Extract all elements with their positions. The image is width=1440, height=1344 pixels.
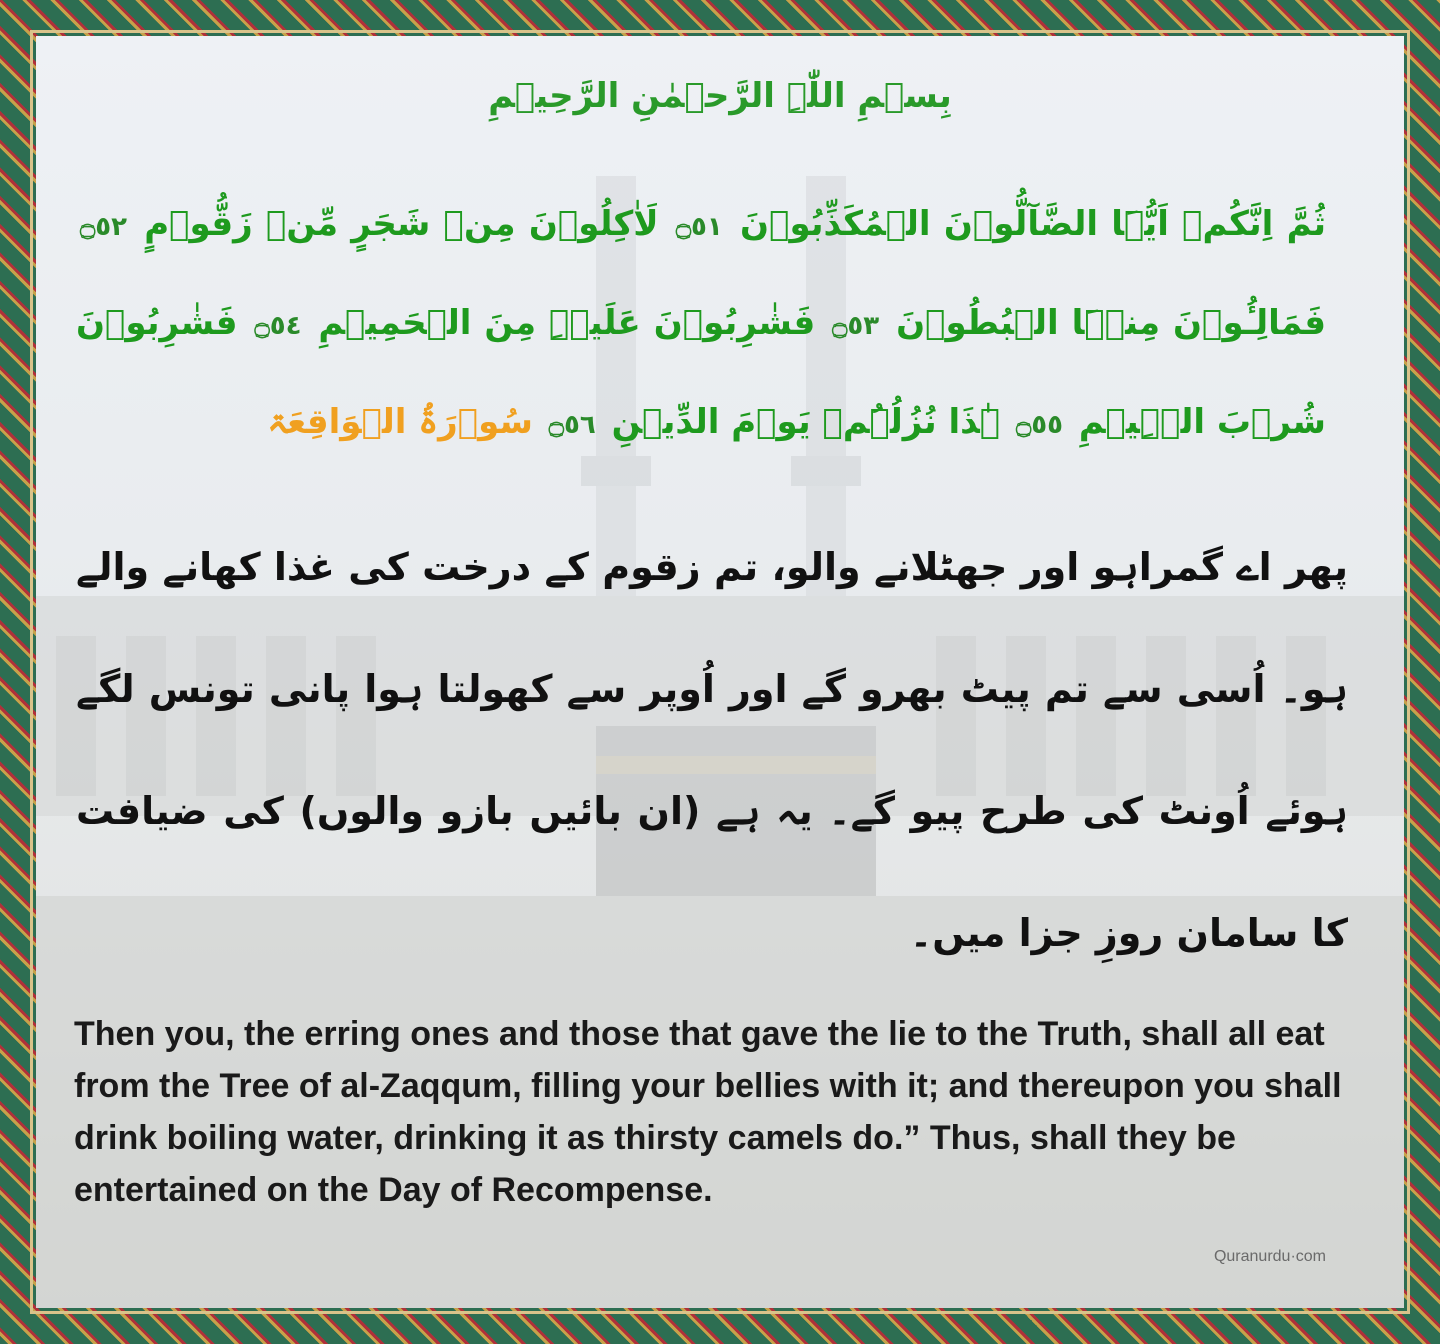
urdu-translation: پھر اے گمراہو اور جھٹلانے والو، تم زقوم کے درخت کی غذا کھانے والے ہو۔ اُسی سے تم پیٹ بھرو گے اور اُوپر سے کھولتا ہوا پانی تونس لگے ہوئے اُونٹ کی طرح پیو گے۔ یہ ہے (ان بائیں بازو والوں) کی ضیافت کا سامان روزِ جزا میں۔	[76, 545, 1348, 955]
bismillah-heading: بِسۡمِ اللّٰہِ الرَّحۡمٰنِ الرَّحِیۡمِ	[488, 76, 952, 116]
ayah-marker-55: ۝٥٥	[1016, 410, 1063, 440]
verse-54-text: فَشٰرِبُوۡنَ عَلَیۡہِ مِنَ الۡحَمِیۡمِ	[318, 303, 816, 343]
verse-56-text: ہٰذَا نُزُلُہُمۡ یَوۡمَ الدِّیۡنِ	[611, 402, 1001, 442]
ayah-marker-54: ۝٥٤	[254, 311, 302, 341]
ayah-marker-53: ۝٥٣	[832, 311, 880, 341]
site-watermark: Quranurdu·com	[1213, 1248, 1326, 1265]
ayah-marker-51: ۝٥١	[675, 212, 723, 242]
verse-55-text: فَشٰرِبُوۡنَ شُرۡبَ الۡہِیۡمِ	[76, 303, 1326, 442]
verse-53-text: فَمَالِـُٔوۡنَ مِنۡہَا الۡبُطُوۡنَ	[896, 303, 1326, 343]
ayah-marker-52: ۝٥٢	[80, 212, 127, 242]
ayah-marker-56: ۝٥٦	[548, 410, 596, 440]
verse-52-text: لَاٰکِلُوۡنَ مِنۡ شَجَرٍ مِّنۡ زَقُّوۡمٍ	[144, 204, 659, 244]
surah-name: سُوۡرَۃُ الۡوَاقِعَۃ	[267, 402, 533, 442]
english-translation: Then you, the erring ones and those that gave the lie to the Truth, shall all eat from the Tree of al-Zaqqum, filling your bellies with it; and thereupon you shall drink boiling water, drinking it as thirsty camels do.” Thus, shall they be entertained on the Day of Recompense.	[74, 1015, 1342, 1209]
verse-51-text: ثُمَّ اِنَّکُمۡ اَیُّہَا الضَّآلُّوۡنَ الۡمُکَذِّبُوۡنَ	[740, 204, 1327, 244]
content-panel	[36, 36, 1404, 1308]
arabic-verses	[76, 176, 1326, 473]
